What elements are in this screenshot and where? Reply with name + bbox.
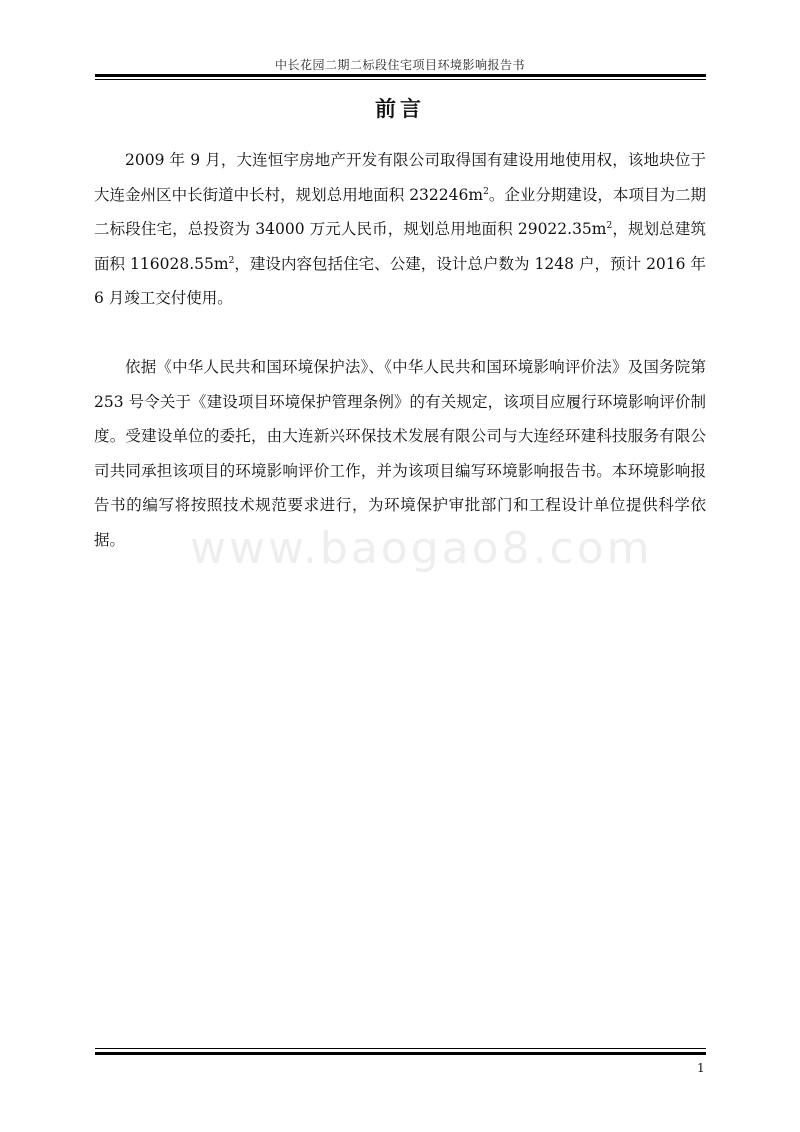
- paragraph-1-text-b: 。企业分期建设，本项目为二期二标段住宅，总投资为 34000 万元人民币，规划总用地面积 29022.35m: [94, 185, 706, 238]
- body-paragraph-1: [94, 143, 706, 316]
- superscript-2: 2: [483, 186, 489, 197]
- superscript-2: 2: [606, 220, 613, 231]
- body-paragraph-2: 依据《中华人民共和国环境保护法》、《中华人民共和国环境影响评价法》及国务院第 253 号令关于《建设项目环境保护管理条例》的有关规定，该项目应履行环境影响评价制度。受建设单位的委托，由大连新兴环保技术发展有限公司与大连经环建科技服务有限公司共同承担该项目的环境影响评价工作，并为该项目编写环境影响报告书。本环境影响报告书的编写将按照技术规范要求进行，为环境保护审批部门和工程设计单位提供科学依据。: [94, 358, 706, 549]
- paragraph-1-text-c: ，规划总建筑面积 116028.55m: [94, 220, 706, 273]
- running-header: 中长花园二期二标段住宅项目环境影响报告书: [274, 58, 525, 72]
- paragraph-1-text-d: ，建设内容包括住宅、公建，设计总户数为 1248 户，预计 2016 年 6 月竣工交付使用。: [94, 254, 706, 307]
- page-title: 前言: [375, 97, 425, 121]
- footer-rule-thick: [95, 1052, 706, 1055]
- paragraph-1-text-a: 2009 年 9 月，大连恒宇房地产开发有限公司取得国有建设用地使用权，该地块位于大连金州区中长街道中长村，规划总用地面积 232246m: [94, 151, 706, 204]
- page-number: 1: [697, 1061, 705, 1075]
- header-rule-thin: [95, 79, 706, 80]
- header-rule-thick: [95, 74, 706, 77]
- footer-rule-thin: [95, 1048, 706, 1049]
- watermark: www.baogao8.com: [190, 523, 653, 574]
- superscript-2: 2: [228, 255, 235, 266]
